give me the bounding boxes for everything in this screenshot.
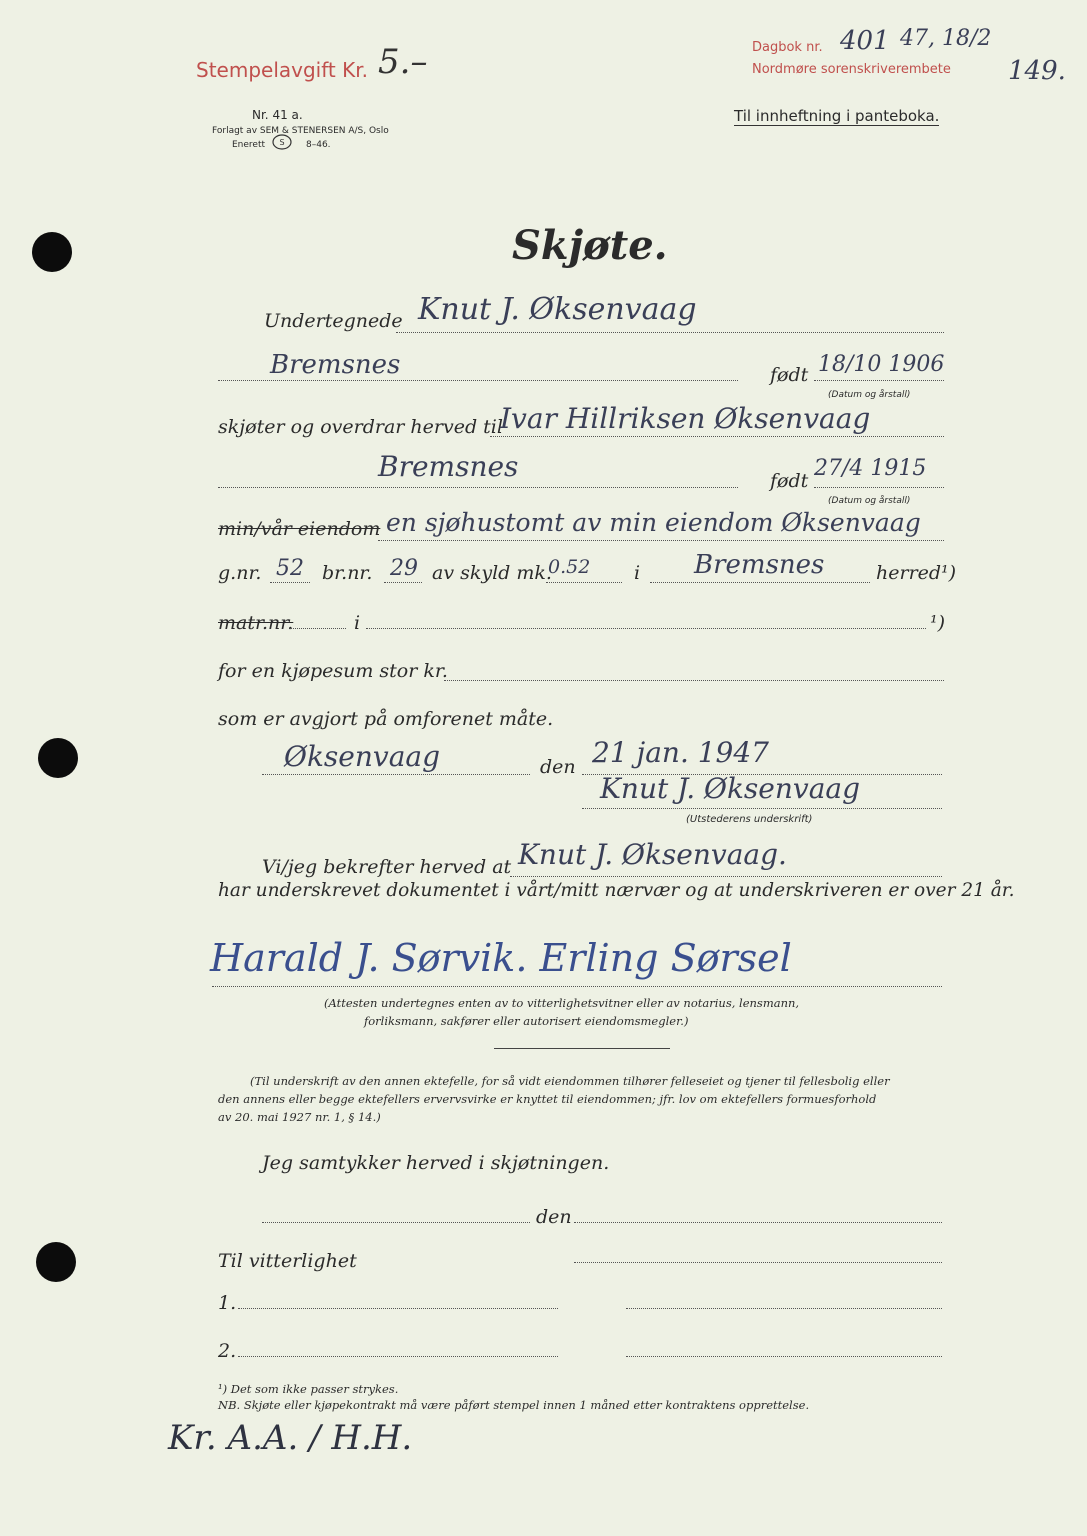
- matr-label: matr.nr.: [218, 612, 294, 634]
- spouse-signature-line: [574, 1262, 942, 1263]
- attest-note-line2: forliksmann, sakfører eller autorisert eiendomsmegler.): [364, 1014, 689, 1028]
- witness-2-line-right: [626, 1356, 942, 1357]
- brnr-label: br.nr.: [322, 562, 373, 584]
- dagbok-prefix: Dagbok nr.: [752, 40, 823, 55]
- issuer-sig-note: (Utstederens underskrift): [686, 814, 813, 825]
- kjopesum-label: for en kjøpesum stor kr.: [218, 660, 448, 682]
- page-number: 149.: [1008, 56, 1066, 86]
- buyer-datum-note: (Datum og årstall): [828, 496, 911, 506]
- place-signed-line: [262, 774, 530, 775]
- issuer-signature: Knut J. Øksenvaag: [600, 772, 861, 805]
- gnr-value: 52: [276, 556, 304, 581]
- spouse-den-label: den: [536, 1206, 572, 1228]
- publisher-logo-icon: [272, 134, 292, 150]
- svg-text:S: S: [279, 138, 285, 147]
- witness-signatures-line: [212, 986, 942, 987]
- herred-line: [650, 582, 870, 583]
- issuer-signature-line: [582, 808, 942, 809]
- kjopesum-line: [444, 680, 944, 681]
- witness-1-line-right: [626, 1308, 942, 1309]
- seller-born-line: [814, 380, 944, 381]
- matr-i-label: i: [354, 612, 361, 634]
- date-signed: 21 jan. 1947: [592, 736, 769, 769]
- brnr-value: 29: [390, 556, 418, 581]
- punch-hole-top: [32, 232, 72, 272]
- buyer-name-line: [490, 436, 944, 437]
- publisher-date: 8–46.: [306, 140, 331, 150]
- buyer-born-line: [814, 487, 944, 488]
- witness-2-line-left: [238, 1356, 558, 1357]
- den-label: den: [540, 756, 576, 778]
- dagbok-number: 401: [840, 26, 890, 56]
- bekrefter-label: Vi/jeg bekrefter herved at: [262, 856, 512, 878]
- witness-2-label: 2.: [218, 1340, 237, 1362]
- spouse-note-line1: (Til underskrift av den annen ektefelle, for så vidt eiendommen tilhører felleseiet og tjener til fellesbolig eller: [250, 1074, 890, 1088]
- attest-note-line1: (Attesten undertegnes enten av to vitterlighetsvitner eller av notarius, lensmann,: [324, 996, 800, 1010]
- underskrevet-line: har underskrevet dokumentet i vårt/mitt nærvær og at underskriveren er over 21 år.: [218, 880, 1015, 901]
- herred-label: herred¹): [876, 562, 957, 584]
- herred-value: Bremsnes: [694, 550, 825, 580]
- seller-place: Bremsnes: [270, 350, 401, 380]
- gnr-label: g.nr.: [218, 562, 262, 584]
- nb-note: NB. Skjøte eller kjøpekontrakt må være påført stempel innen 1 måned etter kontraktens opprettelse.: [218, 1398, 810, 1412]
- eiendom-value: en sjøhustomt av min eiendom Øksenvaag: [386, 508, 921, 537]
- skjoter-label: skjøter og overdrar herved til: [218, 416, 503, 438]
- skyld-line: [546, 582, 622, 583]
- i-label: i: [634, 562, 641, 584]
- buyer-fodt-label: født: [770, 470, 809, 492]
- skyld-value: 0.52: [548, 556, 591, 578]
- undertegnede-label: Undertegnede: [264, 310, 403, 332]
- spouse-note-line2: den annens eller begge ektefellers ervervsvirke er knyttet til eiendommen; jfr. lov om ektefellers formuesforhold: [218, 1092, 877, 1106]
- stamp-value: 5.–: [378, 42, 428, 82]
- witness-1-label: 1.: [218, 1292, 237, 1314]
- stamp-label: Stempelavgift Kr.: [196, 58, 368, 82]
- skyld-label: av skyld mk.: [432, 562, 552, 584]
- place-signed: Øksenvaag: [284, 740, 441, 773]
- buyer-born: 27/4 1915: [814, 456, 927, 481]
- office-name: Nordmøre sorenskriverembete: [752, 62, 951, 77]
- witness-signatures: Harald J. Sørvik. Erling Sørsel: [210, 936, 792, 980]
- matr-close: ¹): [930, 612, 946, 634]
- seller-name: Knut J. Øksenvaag: [418, 292, 697, 327]
- dagbok-year: 47, 18/2: [900, 26, 992, 51]
- brnr-line: [384, 582, 422, 583]
- bekrefter-name: Knut J. Øksenvaag.: [518, 838, 787, 871]
- avgjort-label: som er avgjort på omforenet måte.: [218, 708, 554, 730]
- innheftning-note: Til innheftning i panteboka.: [734, 107, 940, 125]
- vitterlighet-label: Til vitterlighet: [218, 1250, 357, 1272]
- seller-place-line: [218, 380, 738, 381]
- matr-line: [290, 628, 346, 629]
- seller-fodt-label: født: [770, 364, 809, 386]
- undertegnede-line: [396, 332, 944, 333]
- punch-hole-bottom: [36, 1242, 76, 1282]
- document-title: Skjøte.: [512, 222, 668, 269]
- publisher-line1: Forlagt av SEM & STENERSEN A/S, Oslo: [212, 126, 389, 136]
- buyer-place-line: [218, 487, 738, 488]
- buyer-name: Ivar Hillriksen Øksenvaag: [500, 402, 871, 435]
- seller-born: 18/10 1906: [818, 352, 945, 377]
- spouse-place-line: [262, 1222, 530, 1223]
- eiendom-line: [378, 540, 944, 541]
- matr-place-line: [366, 628, 926, 629]
- punch-hole-middle: [38, 738, 78, 778]
- eiendom-label: min/vår eiendom: [218, 518, 381, 540]
- initials: Kr. A.A. / H.H.: [168, 1418, 413, 1458]
- spouse-date-line: [574, 1222, 942, 1223]
- spouse-note-line3: av 20. mai 1927 nr. 1, § 14.): [218, 1110, 381, 1124]
- buyer-place: Bremsnes: [378, 450, 519, 483]
- seller-datum-note: (Datum og årstall): [828, 390, 911, 400]
- gnr-line: [270, 582, 310, 583]
- footnote: ¹) Det som ikke passer strykes.: [218, 1382, 399, 1396]
- section-divider: [494, 1048, 670, 1049]
- consent-text: Jeg samtykker herved i skjøtningen.: [262, 1152, 610, 1174]
- bekrefter-line: [510, 876, 942, 877]
- publisher-line2: Enerett: [232, 140, 266, 150]
- witness-1-line-left: [238, 1308, 558, 1309]
- form-number: Nr. 41 a.: [252, 108, 303, 122]
